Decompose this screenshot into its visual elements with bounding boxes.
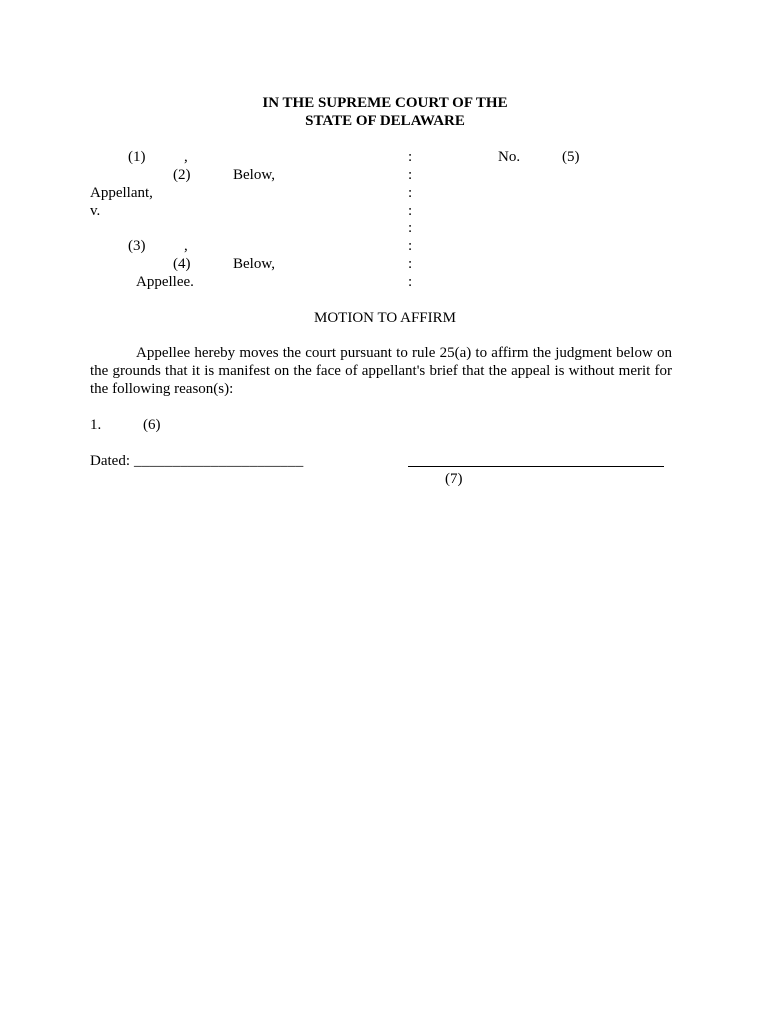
- caption-colon: :: [408, 185, 413, 201]
- motion-title: MOTION TO AFFIRM: [314, 310, 456, 326]
- party1-role-number: (2): [173, 167, 191, 183]
- signature-number: (7): [445, 471, 463, 487]
- dated-blank[interactable]: ______________________: [134, 453, 304, 469]
- caption-colon: :: [408, 149, 413, 165]
- court-title-line-1: IN THE SUPREME COURT OF THE: [262, 95, 508, 111]
- party3-role-label: Below,: [233, 256, 275, 272]
- reason-number: 1.: [90, 417, 102, 433]
- party1-designation: Appellant,: [90, 185, 153, 201]
- reason-text: (6): [143, 417, 161, 433]
- caption-colon: :: [408, 256, 413, 272]
- caption-colon: :: [408, 220, 413, 236]
- court-title-line-2: STATE OF DELAWARE: [305, 113, 465, 129]
- party1-role-label: Below,: [233, 167, 275, 183]
- party1-comma: ,: [184, 149, 188, 165]
- party3-comma: ,: [184, 238, 188, 254]
- case-number-value: (5): [562, 149, 580, 165]
- party3-role-number: (4): [173, 256, 191, 272]
- party1-number: (1): [128, 149, 146, 165]
- versus-label: v.: [90, 203, 101, 219]
- dated-label: Dated:: [90, 453, 130, 469]
- caption-colon: :: [408, 167, 413, 183]
- party3-designation: Appellee.: [136, 274, 194, 290]
- caption-colon: :: [408, 274, 413, 290]
- case-number-label: No.: [498, 149, 521, 165]
- signature-line[interactable]: [408, 466, 664, 467]
- caption-colon: :: [408, 238, 413, 254]
- body-paragraph: Appellee hereby moves the court pursuant to rule 25(a) to affirm the judgment below on the grounds that it is manifest on the face of appellant's brief that the appeal is without merit for the following reason(s):: [90, 345, 672, 397]
- party3-number: (3): [128, 238, 146, 254]
- caption-colon: :: [408, 203, 413, 219]
